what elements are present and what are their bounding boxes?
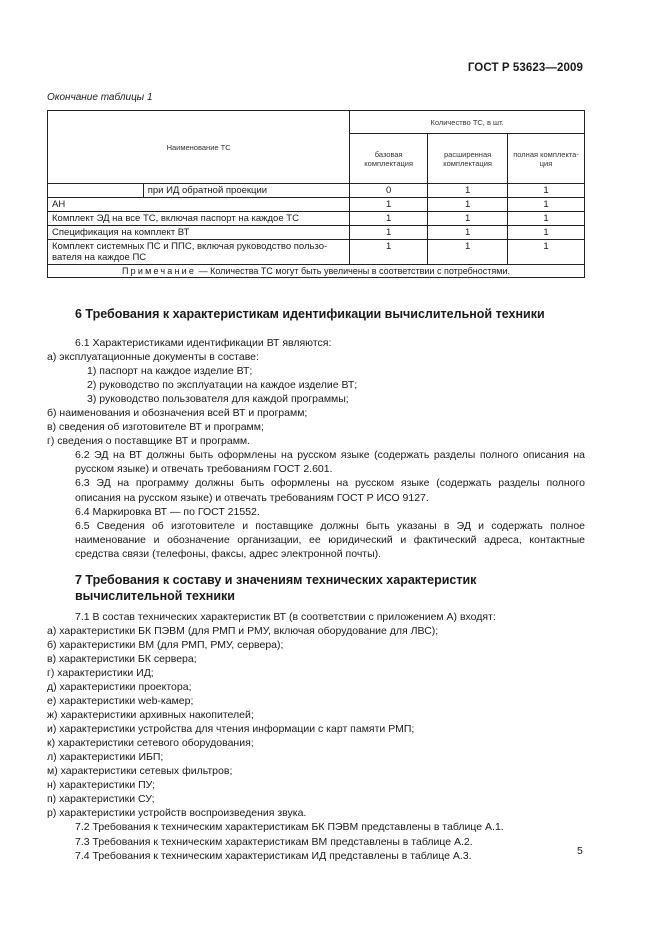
- paragraph-7-4: 7.4 Требования к техническим характеристикам ИД представлены в таблице А.3.: [75, 849, 472, 862]
- list-item: р) характеристики устройств воспроизведения звука.: [47, 807, 307, 820]
- table-cell-base: 1: [350, 212, 428, 226]
- paragraph-7-2: 7.2 Требования к техническим характеристикам БК ПЭВМ представлены в таблице А.1.: [75, 821, 504, 834]
- col-header-ext: расширенная комплектация: [428, 134, 508, 184]
- table-cell-ext: 1: [428, 212, 508, 226]
- table-row: [48, 198, 585, 212]
- section-6-title: 6 Требования к характеристикам идентификации вычислительной техники: [75, 307, 545, 321]
- note-text: — Количества ТС могут быть увеличены в соответствии с потребностями.: [196, 266, 510, 276]
- table-cell-base: 0: [350, 184, 428, 198]
- table-cell-full: 1: [508, 240, 585, 265]
- list-item: г) характеристики ИД;: [47, 666, 154, 679]
- section-7-title: 7 Требования к составу и значениям технических характеристик вычислительной техники: [75, 572, 477, 603]
- table-cell-name: при ИД обратной проекции: [143, 184, 350, 198]
- requirements-table: [47, 110, 585, 278]
- table-cell-full: 1: [508, 226, 585, 240]
- col-header-name: Наименование ТС: [48, 111, 350, 184]
- list-item: б) характеристики ВМ (для РМП, РМУ, сервера);: [47, 638, 284, 651]
- list-item: м) характеристики сетевых фильтров;: [47, 765, 233, 778]
- table-row: [48, 184, 585, 198]
- list-item: 2) руководство по эксплуатации на каждое изделие ВТ;: [87, 379, 358, 392]
- table-caption: Окончание таблицы 1: [47, 92, 153, 103]
- table-cell-full: 1: [508, 184, 585, 198]
- page-number: 5: [577, 845, 583, 857]
- table-cell-base: 1: [350, 240, 428, 265]
- table-cell-ext: 1: [428, 226, 508, 240]
- table-cell-ext: 1: [428, 240, 508, 265]
- table-cell-ext: 1: [428, 184, 508, 198]
- paragraph-6-2: 6.2 ЭД на ВТ должны быть оформлены на русском языке (содержать разделы полного описания на русском языке) и отвечать требованиям ГОСТ 2.601.: [75, 449, 585, 476]
- col-header-full: полная комплекта-ция: [508, 134, 585, 184]
- table-cell-base: 1: [350, 226, 428, 240]
- paragraph-6-1: 6.1 Характеристиками идентификации ВТ являются:: [75, 337, 332, 349]
- table-note-row: [48, 265, 585, 278]
- table-cell-name: Комплект системных ПС и ППС, включая руководство пользо-вателя на каждое ПС: [48, 240, 350, 265]
- list-item: г) сведения о поставщике ВТ и программ.: [47, 435, 251, 448]
- list-item: д) характеристики проектора;: [47, 680, 192, 693]
- table-cell-name: АН: [48, 198, 350, 212]
- document-id: ГОСТ Р 53623—2009: [467, 62, 583, 74]
- list-item: а) эксплуатационные документы в составе:: [47, 351, 259, 364]
- list-item: п) характеристики СУ;: [47, 793, 155, 806]
- table-row: [48, 240, 585, 265]
- table-row: [48, 212, 585, 226]
- list-item: и) характеристики устройства для чтения информации с карт памяти РМП;: [47, 723, 415, 736]
- paragraph-7-1: 7.1 В состав технических характеристик ВТ (в соответствии с приложением А) входят:: [75, 610, 496, 623]
- paragraph-6-4: 6.4 Маркировка ВТ — по ГОСТ 21552.: [75, 505, 260, 518]
- list-item: а) характеристики БК ПЭВМ (для РМП и РМУ, включая оборудование для ЛВС);: [47, 624, 439, 637]
- paragraph-6-5: 6.5 Сведения об изготовителе и поставщике должны быть указаны в ЭД и содержать полное наименование и обозначение организации, ее юридический и фактический адреса, контактные средства связи (телефоны, факсы, адрес электронной почты).: [75, 519, 585, 560]
- table-cell-full: 1: [508, 212, 585, 226]
- list-item: в) характеристики БК сервера;: [47, 652, 197, 665]
- paragraph-6-3: 6.3 ЭД на программу должны быть оформлены на русском языке (содержать разделы полного описания на русском языке) и отвечать требованиям ГОСТ Р ИСО 9127.: [75, 477, 585, 504]
- table-row: [48, 226, 585, 240]
- col-header-qty: Количество ТС, в шт.: [350, 111, 585, 134]
- table-cell-name: Комплект ЭД на все ТС, включая паспорт на каждое ТС: [48, 212, 350, 226]
- col-header-base: базовая комплектация: [350, 134, 428, 184]
- table-cell-base: 1: [350, 198, 428, 212]
- list-item: 1) паспорт на каждое изделие ВТ;: [87, 365, 253, 378]
- table-note: [48, 265, 585, 278]
- list-item: н) характеристики ПУ;: [47, 779, 156, 792]
- list-item: л) характеристики ИБП;: [47, 751, 164, 764]
- list-item: к) характеристики сетевого оборудования;: [47, 737, 254, 750]
- list-item: в) сведения об изготовителе ВТ и программ;: [47, 421, 264, 434]
- list-item: ж) характеристики архивных накопителей;: [47, 709, 254, 722]
- list-item: 3) руководство пользователя для каждой программы;: [87, 393, 349, 406]
- note-label: Примечание: [122, 266, 197, 276]
- table-cell-full: 1: [508, 198, 585, 212]
- table-cell-ext: 1: [428, 198, 508, 212]
- page-body: [47, 306, 585, 863]
- list-item: б) наименования и обозначения всей ВТ и программ;: [47, 407, 308, 420]
- list-item: е) характеристики web-камер;: [47, 695, 194, 708]
- paragraph-7-3: 7.3 Требования к техническим характеристикам ВМ представлены в таблице А.2.: [75, 835, 473, 848]
- table-cell-name: Спецификация на комплект ВТ: [48, 226, 350, 240]
